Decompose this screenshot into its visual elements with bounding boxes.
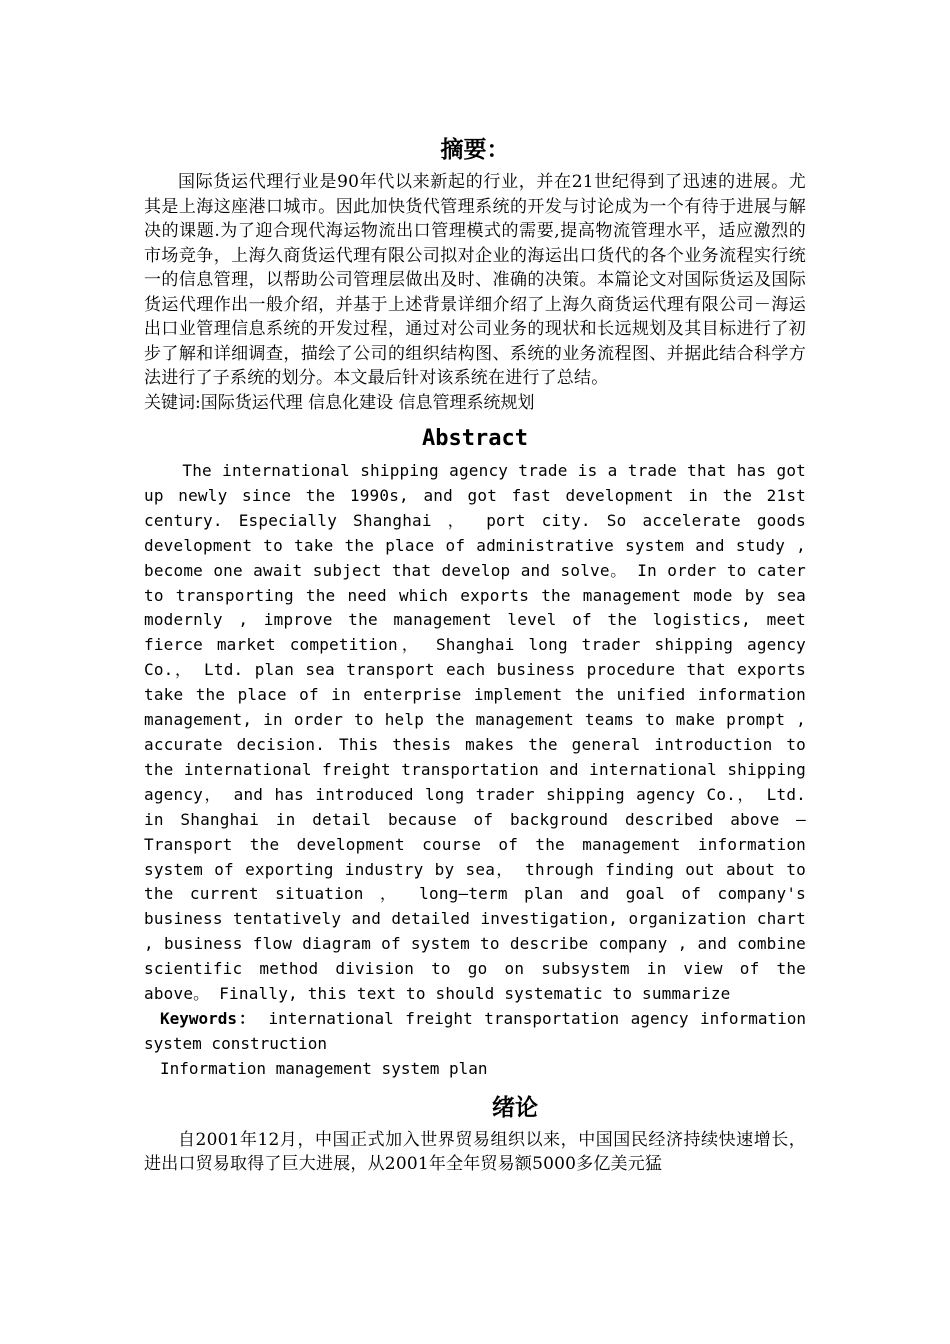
abstract-en-body: The international shipping agency trade is a trade that has got up newly since the 1990s, and got fast development in the 21st century. Especially Shanghai ， port city. So accelerate goods development to take the place of administrative system and study , become one await subject that develop and solve。 In order to cater to transporting the need which exports the management mode by sea modernly , improve the management level of the logistics, meet fierce market competition， Shanghai long trader shipping agency Co.， Ltd. plan sea transport each business procedure that exports take the place of in enterprise implement the unified information management, in order to help the management teams to make prompt , accurate decision. This thesis makes the general introduction to the international freight transportation and international shipping agency， and has introduced long trader shipping agency Co.， Ltd. in Shanghai in detail because of background described above — Transport the development course of the management information system of exporting industry by sea， through finding out about to the current situation ， long—term plan and goal of company's business tentatively and detailed investigation, organization chart , business flow diagram of system to describe company , and combine scientific method division to go on subsystem in view of the above。 Finally, this text to should systematic to summarize bbox=[144, 461, 806, 1004]
keywords-text: international freight transportation agency information system construction bbox=[144, 1008, 806, 1053]
abstract-cn-title: 摘要： bbox=[440, 137, 510, 163]
abstract-en-title: Abstract bbox=[422, 426, 528, 451]
introduction-title: 绪论 bbox=[492, 1094, 538, 1121]
document-page bbox=[144, 130, 806, 1177]
keywords-label: Keywords： bbox=[160, 1008, 257, 1028]
abstract-cn-body: 国际货运代理行业是90年代以来新起的行业，并在21世纪得到了迅速的进展。尤其是上海这座港口城市。因此加快货代管理系统的开发与讨论成为一个有待于进展与解决的课题.为了迎合现代海运物流出口管理模式的需要,提高物流管理水平，适应激烈的市场竞争，上海久商货运代理有限公司拟对企业的海运出口货代的各个业务流程实行统一的信息管理，以帮助公司管理层做出及时、准确的决策。本篇论文对国际货运及国际货运代理作出一般介绍，并基于上述背景详细介绍了上海久商货运代理有限公司－海运出口业管理信息系统的开发过程，通过对公司业务的现状和长远规划及其目标进行了初步了解和详细调查，描绘了公司的组织结构图、系统的业务流程图、并据此结合科学方法进行了子系统的划分。本文最后针对该系统在进行了总结。 bbox=[144, 172, 806, 388]
introduction-body: 自2001年12月，中国正式加入世界贸易组织以来，中国国民经济持续快速增长，进出口贸易取得了巨大进展，从2001年全年贸易额5000多亿美元猛 bbox=[144, 1129, 806, 1175]
abstract-cn-keywords: 关键词:国际货运代理 信息化建设 信息管理系统规划 bbox=[144, 392, 535, 413]
abstract-en-keywords bbox=[144, 1007, 806, 1057]
abstract-en-keywords-line2: Information management system plan bbox=[160, 1058, 488, 1078]
